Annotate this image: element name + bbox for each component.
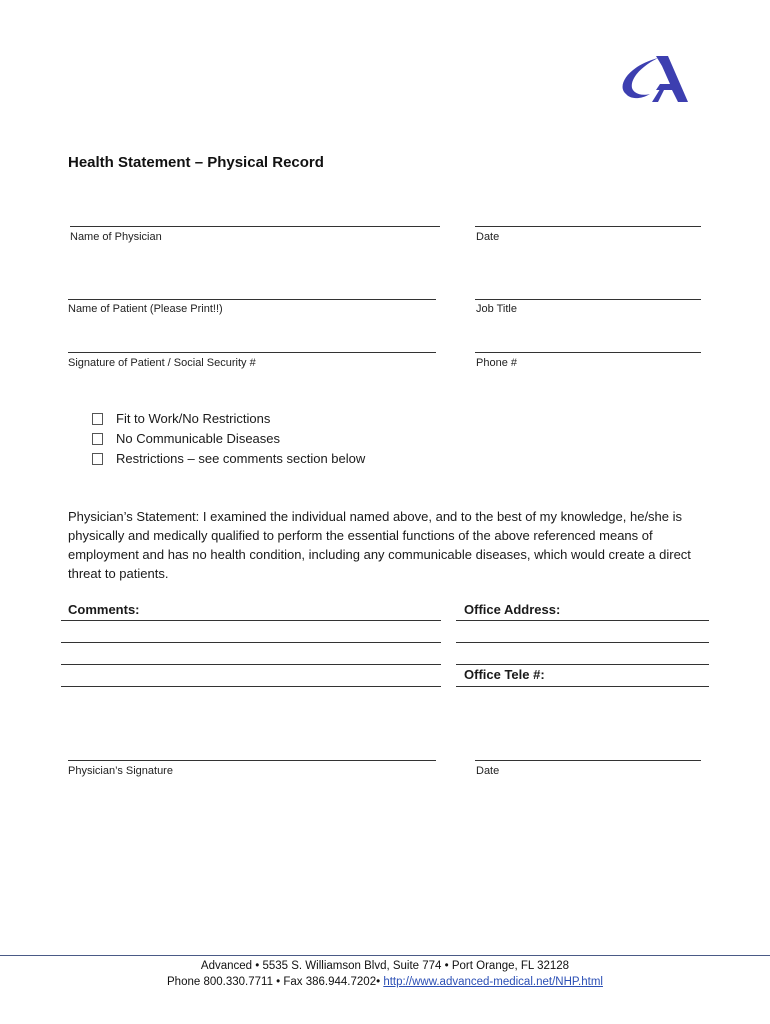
comments-line-2[interactable] <box>61 642 441 643</box>
office-address-line-2[interactable] <box>456 642 709 643</box>
company-logo <box>612 52 694 110</box>
office-address-label: Office Address: <box>464 602 561 617</box>
checklist-label: No Communicable Diseases <box>116 431 281 446</box>
date-top-line[interactable] <box>475 226 701 227</box>
phone-label: Phone # <box>476 357 517 369</box>
office-tele-line[interactable] <box>456 686 709 687</box>
physician-statement: Physician’s Statement: I examined the individual named above, and to the best of my knowledge, he/she is physically and medically qualified to perform the essential functions of the above referenced means of employment and has no health condition, including any communicable diseases, which would create a direct threat to patients. <box>68 509 691 581</box>
footer-website-link[interactable]: http://www.advanced-medical.net/NHP.html <box>383 976 603 988</box>
date-bottom-line[interactable] <box>475 760 701 761</box>
physician-signature-line[interactable] <box>68 760 436 761</box>
physician-signature-label: Physician’s Signature <box>68 765 173 777</box>
patient-name-line[interactable] <box>68 299 436 300</box>
comments-line-4[interactable] <box>61 686 441 687</box>
patient-name-label: Name of Patient (Please Print!!) <box>68 303 223 315</box>
office-tele-label: Office Tele #: <box>464 667 545 682</box>
page-title: Health Statement – Physical Record <box>68 154 324 171</box>
phone-line[interactable] <box>475 352 701 353</box>
office-address-line-1[interactable] <box>456 620 709 621</box>
patient-signature-line[interactable] <box>68 352 436 353</box>
checkbox[interactable] <box>92 433 103 445</box>
comments-label: Comments: <box>68 602 140 617</box>
physician-name-label: Name of Physician <box>70 231 162 243</box>
checkbox[interactable] <box>92 413 103 425</box>
office-address-line-3[interactable] <box>456 664 709 665</box>
checklist-item-restrictions[interactable] <box>92 451 365 466</box>
job-title-label: Job Title <box>476 303 517 315</box>
physician-name-line[interactable] <box>70 226 440 227</box>
checklist-label: Restrictions – see comments section below <box>116 451 366 466</box>
footer-contact <box>0 976 770 988</box>
checklist-label: Fit to Work/No Restrictions <box>116 411 271 426</box>
footer-address: Advanced • 5535 S. Williamson Blvd, Suite 774 • Port Orange, FL 32128 <box>200 960 570 972</box>
date-top-label: Date <box>476 231 500 243</box>
checklist-item-no-communicable[interactable] <box>92 431 280 446</box>
comments-line-3[interactable] <box>61 664 441 665</box>
checklist-item-fit-to-work[interactable] <box>92 411 270 426</box>
checkbox[interactable] <box>92 453 103 465</box>
patient-signature-label: Signature of Patient / Social Security # <box>68 357 256 369</box>
footer-divider <box>0 955 770 956</box>
footer-phone-fax: Phone 800.330.7711 • Fax 386.944.7202• <box>167 976 384 988</box>
date-bottom-label: Date <box>476 765 500 777</box>
job-title-line[interactable] <box>475 299 701 300</box>
comments-line-1[interactable] <box>61 620 441 621</box>
